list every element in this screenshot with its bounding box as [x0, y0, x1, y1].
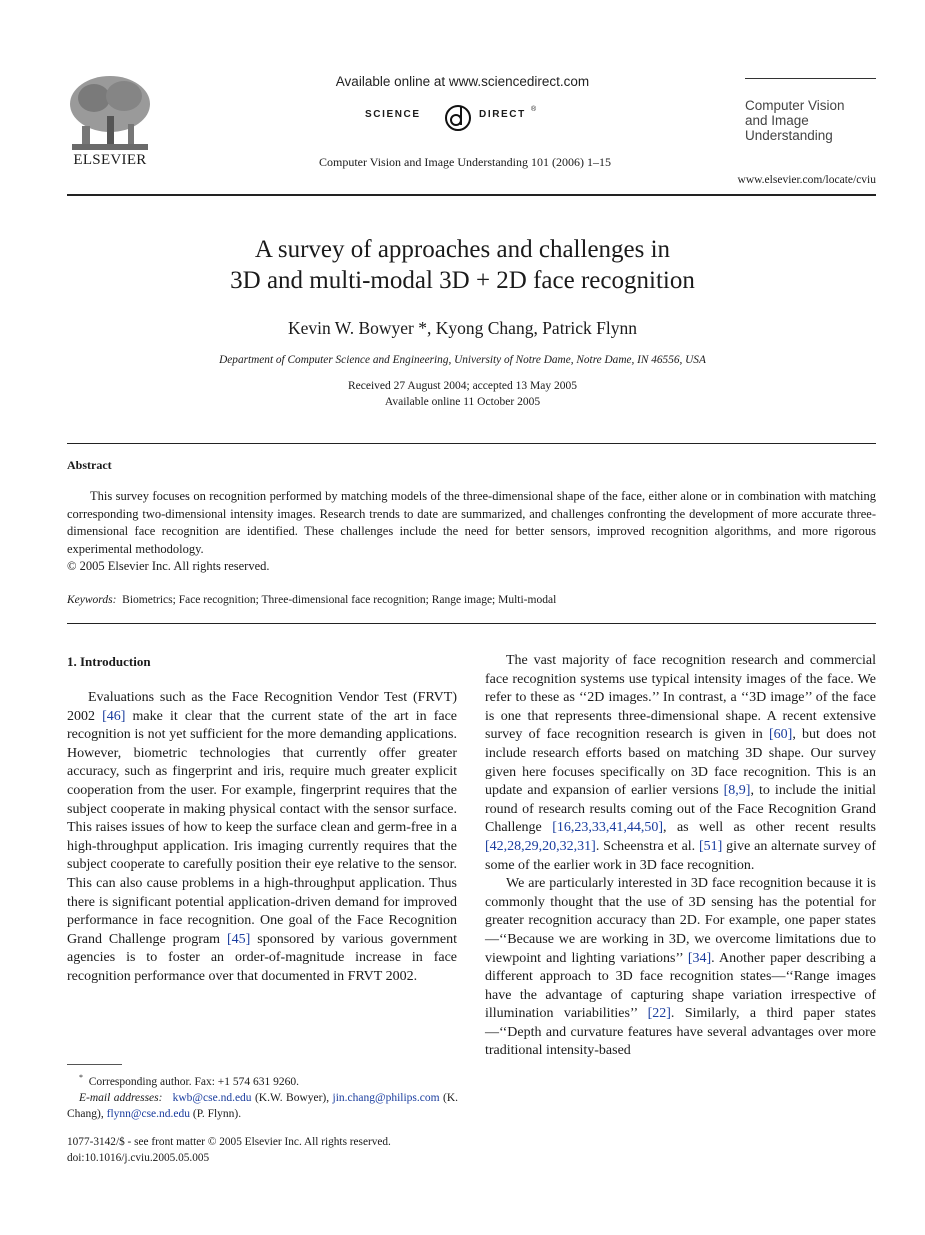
email-link[interactable]: flynn@cse.nd.edu	[106, 1107, 191, 1120]
footnote	[67, 1070, 458, 1122]
authors: Kevin W. Bowyer *, Kyong Chang, Patrick Flynn	[287, 318, 637, 338]
available-date: Available online 11 October 2005	[384, 396, 541, 408]
sd-registered-mark: ®	[531, 106, 537, 113]
keywords-label: Keywords:	[67, 594, 117, 606]
email-link[interactable]: jin.chang@philips.com	[332, 1091, 440, 1104]
journal-logo-line: Understanding	[745, 128, 833, 143]
paragraph: We are particularly interested in 3D face recognition because it is commonly thought that the use of 3D sensing has the potential for greater recognition accuracy than 2D. For example, one paper states—‘‘Because we are working in 3D, we overcome limitations due to viewpoint and lighting variations’’ [34]. Another paper describing a different approach to 3D face recognition states—‘‘Range images have the advantage of capturing shape variation irrespective of illumination variabilities’’ [22]. Similarly, a third paper states—‘‘Depth and curvature features have several advantages over more traditional intensity-based	[485, 876, 876, 1059]
keywords	[67, 594, 556, 606]
journal-logo-line: and Image	[745, 113, 809, 128]
section-heading: 1. Introduction	[67, 654, 151, 669]
abstract-body	[67, 488, 876, 558]
footnote-rule	[67, 1064, 122, 1065]
citation-link[interactable]: [60]	[768, 727, 793, 743]
footnote-corresponding: * Corresponding author. Fax: +1 574 631 9260.	[79, 1073, 300, 1088]
abstract-paragraph: This survey focuses on recognition performed by matching models of the three-dimensional shape of the face, either alone or in combination with matching corresponding two-dimensional intensity images. Research trends to date are summarized, and challenges confronting the development of more accurate three-dimensional face recognition are identified. These challenges include the need for better sensors, improved recognition algorithms, and more rigorous experimental methodology.	[67, 489, 876, 556]
title-line: A survey of approaches and challenges in	[254, 236, 671, 263]
issn-line: 1077-3142/$ - see front matter © 2005 Elsevier Inc. All rights reserved.	[67, 1136, 391, 1148]
article-title	[100, 234, 825, 296]
publisher-name: ELSEVIER	[73, 152, 147, 168]
affiliation: Department of Computer Science and Engineering, University of Notre Dame, Notre Dame, IN 46556, USA	[219, 354, 706, 366]
citation-link[interactable]: [42,28,29,20,32,31]	[485, 838, 596, 854]
journal-logo-rule	[745, 78, 876, 79]
keywords-list: Biometrics; Face recognition; Three-dimensional face recognition; Range image; Multi-modal	[122, 594, 557, 606]
citation-link[interactable]: [16,23,33,41,44,50]	[552, 820, 664, 836]
citation-link[interactable]: [51]	[699, 838, 723, 854]
abstract-heading: Abstract	[67, 458, 112, 472]
sd-left-text: SCIENCE	[365, 109, 421, 120]
sciencedirect-logo	[345, 100, 585, 132]
paragraph: Evaluations such as the Face Recognition Vendor Test (FRVT) 2002 [46] make it clear that the current state of the art in face recognition is not yet sufficient for the more demanding applications. However, biometric technologies that currently offer greater accuracy, such as fingerprint and iris, require much greater explicit cooperation from the user. For example, fingerprint requires that the subject cooperate in making physical contact with the sensor surface. This raises issues of how to keep the surface clean and germ-free in a high-throughput application. Iris imaging currently requires that the subject cooperate to carefully position their eye relative to the sensor. This can also cause problems in a high-throughput application. Thus there is significant potential application-driven demand for improved performance in face recognition. One goal of the Face Recognition Grand Challenge program [45] sponsored by various government agencies is to foster an order-of-magnitude increase in face recognition performance over that documented in FRVT 2002.	[67, 690, 457, 984]
email-link[interactable]: kwb@cse.nd.edu	[172, 1091, 252, 1104]
sd-right-text: DIRECT	[479, 109, 526, 120]
footnote-mark: *	[79, 1073, 83, 1082]
email-label: E-mail addresses:	[79, 1091, 163, 1104]
header-rule	[67, 194, 876, 196]
footnote-emails: E-mail addresses: kwb@cse.nd.edu (K.W. Bowyer), jin.chang@philips.com (K. Chang), flynn@cse.nd.edu (P. Flynn).	[67, 1091, 458, 1120]
article-dates	[100, 378, 825, 410]
citation-link[interactable]: [34]	[687, 950, 712, 966]
journal-logo-line: Computer Vision	[745, 98, 845, 113]
abstract-copyright: © 2005 Elsevier Inc. All rights reserved.	[67, 559, 270, 573]
journal-logo	[745, 98, 885, 143]
available-online-text: Available online at www.sciencedirect.com	[335, 74, 590, 89]
title-line: 3D and multi-modal 3D + 2D face recognition	[230, 267, 695, 294]
citation-link[interactable]: [8,9]	[723, 783, 751, 799]
abstract-bottom-rule	[67, 623, 876, 624]
sciencedirect-d-icon	[440, 100, 476, 132]
abstract-top-rule	[67, 443, 876, 444]
elsevier-logo	[64, 72, 156, 172]
citation-link[interactable]: [45]	[227, 931, 251, 947]
doi-line[interactable]: doi:10.1016/j.cviu.2005.05.005	[67, 1151, 210, 1164]
citation-link[interactable]: [46]	[102, 708, 126, 724]
journal-citation: Computer Vision and Image Understanding 101 (2006) 1–15	[318, 155, 611, 169]
left-column	[67, 689, 457, 987]
front-matter	[67, 1135, 458, 1166]
journal-url[interactable]: www.elsevier.com/locate/cviu	[737, 174, 876, 186]
right-column	[485, 652, 876, 1061]
citation-link[interactable]: [22]	[647, 1006, 671, 1022]
paragraph: The vast majority of face recognition research and commercial face recognition systems use typical intensity images of the face. We refer to these as ‘‘2D images.’’ In contrast, a ‘‘3D image’’ of the face is one that represents three-dimensional shape. A recent extensive survey of face recognition research is given in [60], but does not include research efforts based on matching 3D shape. Our survey given here focuses specifically on 3D face recognition. This is an update and expansion of earlier versions [8,9], to include the initial round of research results coming out of the Face Recognition Grand Challenge [16,23,33,41,44,50], as well as other recent results [42,28,29,20,32,31]. Scheenstra et al. [51] give an alternate survey of some of the earlier work in 3D face recognition.	[485, 653, 876, 873]
received-date: Received 27 August 2004; accepted 13 May 2005	[348, 380, 577, 392]
